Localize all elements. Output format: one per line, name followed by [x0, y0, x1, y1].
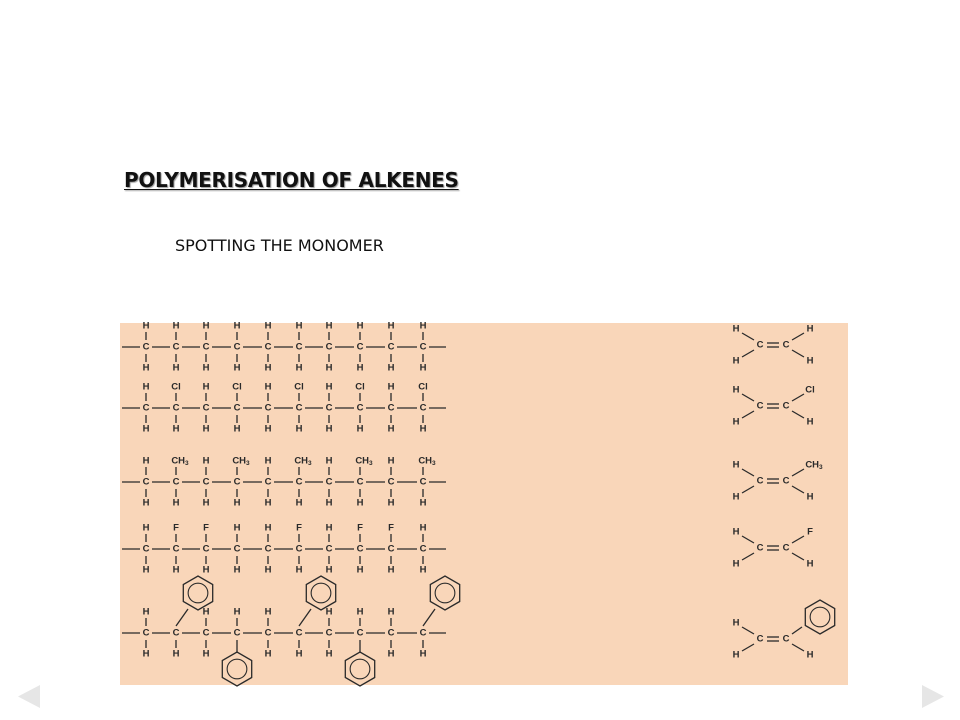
carbon-atom: C — [756, 475, 764, 487]
substituent-atom: H — [142, 522, 150, 534]
hydrogen-atom: H — [806, 649, 814, 661]
slide-title: POLYMERISATION OF ALKENES — [124, 168, 459, 192]
hydrogen-atom: H — [142, 423, 150, 435]
hydrogen-atom: H — [202, 648, 210, 660]
hydrogen-atom: H — [142, 564, 150, 576]
carbon-atom: C — [233, 543, 241, 555]
carbon-atom: C — [264, 627, 272, 639]
carbon-atom: C — [295, 402, 303, 414]
hydrogen-atom: H — [806, 558, 814, 570]
carbon-atom: C — [233, 627, 241, 639]
carbon-atom: C — [295, 627, 303, 639]
hydrogen-atom: H — [732, 323, 740, 335]
hydrogen-atom: H — [732, 416, 740, 428]
substituent-atom: H — [387, 455, 395, 467]
substituent-atom: $CH_3$ — [232, 455, 250, 467]
right-arrow-icon[interactable] — [922, 685, 944, 708]
carbon-atom: C — [264, 476, 272, 488]
substituent-atom: H — [142, 455, 150, 467]
carbon-atom: C — [387, 476, 395, 488]
carbon-atom: C — [756, 542, 764, 554]
carbon-atom: C — [142, 402, 150, 414]
hydrogen-atom: H — [387, 423, 395, 435]
hydrogen-atom: H — [732, 649, 740, 661]
hydrogen-atom: H — [264, 648, 272, 660]
carbon-atom: C — [356, 476, 364, 488]
hydrogen-atom: H — [142, 362, 150, 374]
substituent-atom: H — [325, 455, 333, 467]
substituent-atom: F — [388, 522, 394, 534]
substituent-atom: F — [807, 526, 813, 538]
carbon-atom: C — [295, 341, 303, 353]
substituent-atom: $CH_3$ — [418, 455, 436, 467]
substituent-atom: Cl — [355, 381, 365, 393]
carbon-atom: C — [325, 402, 333, 414]
carbon-atom: C — [172, 476, 180, 488]
hydrogen-atom: H — [295, 648, 303, 660]
carbon-atom: C — [325, 627, 333, 639]
hydrogen-atom: H — [356, 606, 364, 618]
carbon-atom: C — [419, 341, 427, 353]
substituent-atom: Cl — [232, 381, 242, 393]
carbon-atom: C — [387, 402, 395, 414]
substituent-atom: $CH_3$ — [294, 455, 312, 467]
nav-prev-button[interactable] — [18, 685, 40, 708]
substituent-atom: H — [806, 323, 814, 335]
substituent-atom: H — [325, 320, 333, 332]
hydrogen-atom: H — [387, 564, 395, 576]
carbon-atom: C — [782, 400, 790, 412]
carbon-atom: C — [356, 543, 364, 555]
carbon-atom: C — [202, 476, 210, 488]
carbon-atom: C — [142, 543, 150, 555]
hydrogen-atom: H — [732, 526, 740, 538]
carbon-atom: C — [782, 633, 790, 645]
substituent-atom: H — [142, 381, 150, 393]
diagram-panel — [120, 320, 848, 685]
hydrogen-atom: H — [202, 423, 210, 435]
hydrogen-atom: H — [295, 497, 303, 509]
hydrogen-atom: H — [419, 564, 427, 576]
carbon-atom: C — [264, 341, 272, 353]
hydrogen-atom: H — [806, 416, 814, 428]
carbon-atom: C — [142, 627, 150, 639]
hydrogen-atom: H — [295, 362, 303, 374]
carbon-atom: C — [387, 543, 395, 555]
substituent-atom: Cl — [171, 381, 181, 393]
hydrogen-atom: H — [356, 423, 364, 435]
substituent-atom: H — [233, 522, 241, 534]
hydrogen-atom: H — [142, 497, 150, 509]
substituent-atom: Cl — [294, 381, 304, 393]
substituent-atom: Cl — [418, 381, 428, 393]
substituent-atom: $CH_3$ — [805, 459, 823, 471]
hydrogen-atom: H — [172, 423, 180, 435]
hydrogen-atom: H — [233, 606, 241, 618]
hydrogen-atom: H — [233, 423, 241, 435]
carbon-atom: C — [172, 402, 180, 414]
carbon-atom: C — [295, 543, 303, 555]
hydrogen-atom: H — [732, 491, 740, 503]
substituent-atom: H — [325, 522, 333, 534]
substituent-atom: H — [387, 320, 395, 332]
substituent-atom: F — [173, 522, 179, 534]
hydrogen-atom: H — [295, 564, 303, 576]
hydrogen-atom: H — [264, 564, 272, 576]
carbon-atom: C — [233, 476, 241, 488]
carbon-atom: C — [233, 341, 241, 353]
carbon-atom: C — [419, 402, 427, 414]
carbon-atom: C — [325, 341, 333, 353]
carbon-atom: C — [756, 339, 764, 351]
carbon-atom: C — [387, 627, 395, 639]
carbon-atom: C — [142, 341, 150, 353]
carbon-atom: C — [202, 402, 210, 414]
carbon-atom: C — [172, 627, 180, 639]
hydrogen-atom: H — [264, 423, 272, 435]
substituent-atom: H — [264, 320, 272, 332]
carbon-atom: C — [387, 341, 395, 353]
substituent-atom: H — [202, 320, 210, 332]
hydrogen-atom: H — [356, 362, 364, 374]
substituent-atom: H — [264, 381, 272, 393]
hydrogen-atom: H — [172, 362, 180, 374]
hydrogen-atom: H — [387, 648, 395, 660]
carbon-atom: C — [325, 476, 333, 488]
substituent-atom: H — [387, 381, 395, 393]
carbon-atom: C — [782, 339, 790, 351]
carbon-atom: C — [264, 543, 272, 555]
substituent-atom: $CH_3$ — [171, 455, 189, 467]
carbon-atom: C — [172, 543, 180, 555]
substituent-atom: F — [296, 522, 302, 534]
hydrogen-atom: H — [356, 564, 364, 576]
hydrogen-atom: H — [806, 491, 814, 503]
slide-subtitle: SPOTTING THE MONOMER — [175, 236, 384, 255]
hydrogen-atom: H — [172, 564, 180, 576]
hydrogen-atom: H — [142, 648, 150, 660]
nav-next-button[interactable] — [922, 685, 944, 708]
carbon-atom: C — [202, 627, 210, 639]
hydrogen-atom: H — [356, 497, 364, 509]
hydrogen-atom: H — [732, 355, 740, 367]
carbon-atom: C — [356, 341, 364, 353]
carbon-atom: C — [356, 627, 364, 639]
carbon-atom: C — [419, 543, 427, 555]
carbon-atom: C — [295, 476, 303, 488]
hydrogen-atom: H — [325, 497, 333, 509]
carbon-atom: C — [142, 476, 150, 488]
substituent-atom: H — [325, 381, 333, 393]
hydrogen-atom: H — [325, 564, 333, 576]
hydrogen-atom: H — [202, 564, 210, 576]
left-arrow-icon[interactable] — [18, 685, 40, 708]
substituent-atom: $CH_3$ — [355, 455, 373, 467]
hydrogen-atom: H — [419, 648, 427, 660]
substituent-atom: F — [203, 522, 209, 534]
substituent-atom: H — [264, 606, 272, 618]
hydrogen-atom: H — [732, 384, 740, 396]
hydrogen-atom: H — [419, 497, 427, 509]
substituent-atom: H — [202, 606, 210, 618]
hydrogen-atom: H — [325, 423, 333, 435]
hydrogen-atom: H — [202, 497, 210, 509]
hydrogen-atom: H — [419, 362, 427, 374]
carbon-atom: C — [233, 402, 241, 414]
substituent-atom: H — [233, 320, 241, 332]
hydrogen-atom: H — [732, 459, 740, 471]
substituent-atom: Cl — [805, 384, 815, 396]
substituent-atom: H — [295, 320, 303, 332]
hydrogen-atom: H — [387, 362, 395, 374]
hydrogen-atom: H — [233, 362, 241, 374]
substituent-atom: H — [419, 522, 427, 534]
carbon-atom: C — [264, 402, 272, 414]
hydrogen-atom: H — [233, 497, 241, 509]
carbon-atom: C — [782, 475, 790, 487]
substituent-atom: H — [172, 320, 180, 332]
carbon-atom: C — [325, 543, 333, 555]
hydrogen-atom: H — [233, 564, 241, 576]
hydrogen-atom: H — [264, 362, 272, 374]
hydrogen-atom: H — [295, 423, 303, 435]
substituent-atom: F — [357, 522, 363, 534]
carbon-atom: C — [782, 542, 790, 554]
carbon-atom: C — [419, 476, 427, 488]
substituent-atom: H — [356, 320, 364, 332]
substituent-atom: H — [325, 606, 333, 618]
hydrogen-atom: H — [419, 423, 427, 435]
hydrogen-atom: H — [172, 648, 180, 660]
hydrogen-atom: H — [806, 355, 814, 367]
substituent-atom: H — [202, 381, 210, 393]
carbon-atom: C — [356, 402, 364, 414]
carbon-atom: C — [756, 633, 764, 645]
hydrogen-atom: H — [264, 497, 272, 509]
substituent-atom: H — [142, 606, 150, 618]
hydrogen-atom: H — [732, 558, 740, 570]
substituent-atom: H — [419, 320, 427, 332]
hydrogen-atom: H — [202, 362, 210, 374]
hydrogen-atom: H — [387, 497, 395, 509]
carbon-atom: C — [202, 543, 210, 555]
substituent-atom: H — [142, 320, 150, 332]
carbon-atom: C — [172, 341, 180, 353]
carbon-atom: C — [419, 627, 427, 639]
hydrogen-atom: H — [732, 617, 740, 629]
substituent-atom: H — [264, 455, 272, 467]
carbon-atom: C — [202, 341, 210, 353]
substituent-atom: H — [202, 455, 210, 467]
hydrogen-atom: H — [325, 648, 333, 660]
substituent-atom: H — [387, 606, 395, 618]
hydrogen-atom: H — [172, 497, 180, 509]
hydrogen-atom: H — [325, 362, 333, 374]
substituent-atom: H — [264, 522, 272, 534]
carbon-atom: C — [756, 400, 764, 412]
